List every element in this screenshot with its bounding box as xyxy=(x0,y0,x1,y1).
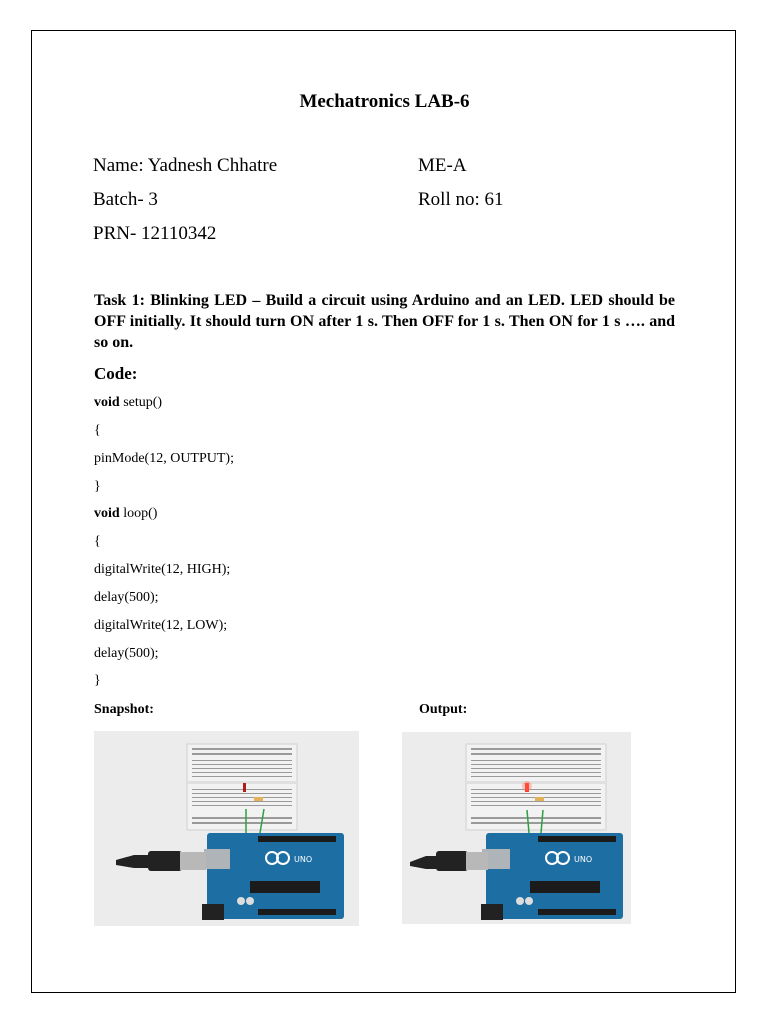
code-line: { xyxy=(94,534,101,549)
division: ME-A xyxy=(418,155,467,176)
code-heading: Code: xyxy=(94,364,138,383)
code-line: { xyxy=(94,423,101,438)
code-line: void setup() xyxy=(94,395,163,410)
document-page xyxy=(31,30,736,993)
code-line: digitalWrite(12, HIGH); xyxy=(94,562,231,577)
code-line: } xyxy=(94,479,101,494)
snapshot-image xyxy=(94,731,359,926)
batch: Batch- 3 xyxy=(93,189,158,210)
code-line: delay(500); xyxy=(94,590,159,605)
code-line: delay(500); xyxy=(94,646,159,661)
board-label: UNO xyxy=(294,855,313,864)
code-line: void loop() xyxy=(94,506,158,521)
code-line: } xyxy=(94,673,101,688)
roll-number: Roll no: 61 xyxy=(418,189,504,210)
student-name: Name: Yadnesh Chhatre xyxy=(93,155,278,176)
output-label: Output: xyxy=(419,702,468,717)
prn: PRN- 12110342 xyxy=(93,223,217,244)
code-line: pinMode(12, OUTPUT); xyxy=(94,451,234,466)
board-label: UNO xyxy=(574,855,593,864)
code-line: digitalWrite(12, LOW); xyxy=(94,618,228,633)
document-title: Mechatronics LAB-6 xyxy=(299,91,470,112)
output-image xyxy=(402,732,631,924)
snapshot-label: Snapshot: xyxy=(94,702,154,717)
led-icon xyxy=(243,783,246,792)
task-description: Task 1: Blinking LED – Build a circuit using Arduino and an LED. LED should be OFF initially. It should turn ON after 1 s. Then OFF for 1 s. Then ON for 1 s …. and so on. xyxy=(94,292,675,351)
